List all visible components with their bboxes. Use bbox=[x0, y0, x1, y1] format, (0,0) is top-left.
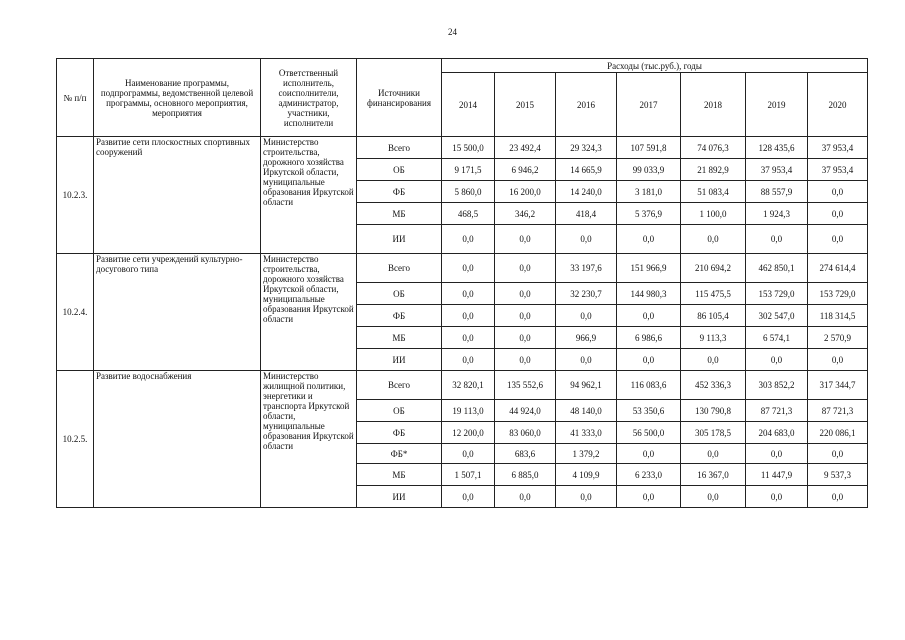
expense-value: 0,0 bbox=[442, 327, 495, 349]
expense-value: 32 820,1 bbox=[442, 371, 495, 400]
responsible-executor: Министерство жилищной политики, энергетики и транспорта Иркутской области, муниципальные образования Иркутской области bbox=[261, 371, 357, 508]
expense-value: 0,0 bbox=[746, 225, 808, 254]
expense-value: 16 200,0 bbox=[495, 181, 556, 203]
expense-value: 41 333,0 bbox=[556, 422, 617, 444]
funding-source: ОБ bbox=[357, 400, 442, 422]
page-number: 24 bbox=[448, 27, 457, 37]
funding-source: ФБ bbox=[357, 305, 442, 327]
expense-value: 0,0 bbox=[746, 486, 808, 508]
expense-value: 19 113,0 bbox=[442, 400, 495, 422]
expense-value: 130 790,8 bbox=[681, 400, 746, 422]
expense-value: 0,0 bbox=[746, 444, 808, 464]
expense-value: 87 721,3 bbox=[808, 400, 868, 422]
header-year: 2016 bbox=[556, 73, 617, 137]
table-row bbox=[57, 137, 868, 159]
expense-value: 0,0 bbox=[681, 349, 746, 371]
expense-value: 346,2 bbox=[495, 203, 556, 225]
expense-value: 0,0 bbox=[556, 305, 617, 327]
expense-value: 118 314,5 bbox=[808, 305, 868, 327]
expense-value: 220 086,1 bbox=[808, 422, 868, 444]
expense-value: 0,0 bbox=[808, 203, 868, 225]
expense-value: 0,0 bbox=[617, 349, 681, 371]
header-expenses: Расходы (тыс.руб.), годы bbox=[442, 59, 868, 73]
expense-value: 48 140,0 bbox=[556, 400, 617, 422]
funding-source: ФБ bbox=[357, 181, 442, 203]
expense-value: 0,0 bbox=[442, 305, 495, 327]
expense-value: 9 171,5 bbox=[442, 159, 495, 181]
expense-value: 1 924,3 bbox=[746, 203, 808, 225]
expense-value: 0,0 bbox=[556, 486, 617, 508]
funding-source: ФБ* bbox=[357, 444, 442, 464]
expense-value: 44 924,0 bbox=[495, 400, 556, 422]
expense-value: 11 447,9 bbox=[746, 464, 808, 486]
program-name: Развитие сети плоскостных спортивных сооружений bbox=[94, 137, 261, 254]
header-year: 2018 bbox=[681, 73, 746, 137]
expense-value: 0,0 bbox=[556, 225, 617, 254]
expense-value: 6 574,1 bbox=[746, 327, 808, 349]
expense-value: 683,6 bbox=[495, 444, 556, 464]
expense-value: 21 892,9 bbox=[681, 159, 746, 181]
expense-value: 15 500,0 bbox=[442, 137, 495, 159]
funding-source: Всего bbox=[357, 254, 442, 283]
funding-source: Всего bbox=[357, 137, 442, 159]
funding-source: Всего bbox=[357, 371, 442, 400]
expense-value: 0,0 bbox=[442, 225, 495, 254]
expense-value: 51 083,4 bbox=[681, 181, 746, 203]
expense-value: 6 885,0 bbox=[495, 464, 556, 486]
responsible-executor: Министерство строительства, дорожного хозяйства Иркутской области, муниципальные образования Иркутской области bbox=[261, 254, 357, 371]
funding-source: МБ bbox=[357, 203, 442, 225]
expense-value: 6 986,6 bbox=[617, 327, 681, 349]
expense-value: 86 105,4 bbox=[681, 305, 746, 327]
expense-value: 3 181,0 bbox=[617, 181, 681, 203]
expense-value: 0,0 bbox=[442, 283, 495, 305]
expense-value: 0,0 bbox=[746, 349, 808, 371]
expense-value: 16 367,0 bbox=[681, 464, 746, 486]
funding-source: ИИ bbox=[357, 349, 442, 371]
table-row bbox=[57, 254, 868, 283]
expense-value: 468,5 bbox=[442, 203, 495, 225]
expense-value: 56 500,0 bbox=[617, 422, 681, 444]
expense-value: 107 591,8 bbox=[617, 137, 681, 159]
responsible-executor: Министерство строительства, дорожного хозяйства Иркутской области, муниципальные образования Иркутской области bbox=[261, 137, 357, 254]
expense-value: 0,0 bbox=[495, 327, 556, 349]
expense-value: 153 729,0 bbox=[808, 283, 868, 305]
expense-value: 128 435,6 bbox=[746, 137, 808, 159]
expense-value: 4 109,9 bbox=[556, 464, 617, 486]
expense-value: 0,0 bbox=[808, 181, 868, 203]
expense-value: 37 953,4 bbox=[808, 159, 868, 181]
expense-value: 0,0 bbox=[681, 225, 746, 254]
expense-value: 462 850,1 bbox=[746, 254, 808, 283]
header-year: 2020 bbox=[808, 73, 868, 137]
expense-value: 0,0 bbox=[442, 349, 495, 371]
header-year: 2019 bbox=[746, 73, 808, 137]
header-year: 2015 bbox=[495, 73, 556, 137]
expense-value: 74 076,3 bbox=[681, 137, 746, 159]
expense-value: 53 350,6 bbox=[617, 400, 681, 422]
expense-value: 88 557,9 bbox=[746, 181, 808, 203]
expense-value: 37 953,4 bbox=[746, 159, 808, 181]
expense-value: 9 537,3 bbox=[808, 464, 868, 486]
header-number: № п/п bbox=[57, 59, 94, 137]
expense-value: 151 966,9 bbox=[617, 254, 681, 283]
expense-value: 0,0 bbox=[681, 444, 746, 464]
row-index: 10.2.4. bbox=[57, 254, 94, 371]
expense-value: 210 694,2 bbox=[681, 254, 746, 283]
expense-value: 0,0 bbox=[495, 486, 556, 508]
header-funding-source: Источники финансирования bbox=[357, 59, 442, 137]
table-row bbox=[57, 371, 868, 400]
expense-value: 0,0 bbox=[495, 349, 556, 371]
expense-value: 302 547,0 bbox=[746, 305, 808, 327]
expense-value: 0,0 bbox=[495, 225, 556, 254]
expense-value: 14 240,0 bbox=[556, 181, 617, 203]
expense-value: 0,0 bbox=[617, 305, 681, 327]
expense-value: 83 060,0 bbox=[495, 422, 556, 444]
expense-value: 452 336,3 bbox=[681, 371, 746, 400]
expense-value: 153 729,0 bbox=[746, 283, 808, 305]
program-name: Развитие водоснабжения bbox=[94, 371, 261, 508]
program-name: Развитие сети учреждений культурно-досугового типа bbox=[94, 254, 261, 371]
expense-value: 966,9 bbox=[556, 327, 617, 349]
expense-value: 94 962,1 bbox=[556, 371, 617, 400]
expense-value: 204 683,0 bbox=[746, 422, 808, 444]
header-program-name: Наименование программы, подпрограммы, ведомственной целевой программы, основного мероприятия, мероприятия bbox=[94, 59, 261, 137]
expense-value: 0,0 bbox=[808, 349, 868, 371]
funding-source: ФБ bbox=[357, 422, 442, 444]
funding-source: ОБ bbox=[357, 159, 442, 181]
expense-value: 0,0 bbox=[617, 444, 681, 464]
expense-value: 317 344,7 bbox=[808, 371, 868, 400]
expense-value: 0,0 bbox=[808, 444, 868, 464]
budget-table bbox=[56, 58, 868, 508]
expense-value: 115 475,5 bbox=[681, 283, 746, 305]
expense-value: 0,0 bbox=[681, 486, 746, 508]
expense-value: 305 178,5 bbox=[681, 422, 746, 444]
funding-source: ИИ bbox=[357, 225, 442, 254]
funding-source: МБ bbox=[357, 327, 442, 349]
funding-source: ИИ bbox=[357, 486, 442, 508]
expense-value: 1 379,2 bbox=[556, 444, 617, 464]
funding-source: ОБ bbox=[357, 283, 442, 305]
expense-value: 303 852,2 bbox=[746, 371, 808, 400]
expense-value: 1 100,0 bbox=[681, 203, 746, 225]
expense-value: 6 233,0 bbox=[617, 464, 681, 486]
expense-value: 37 953,4 bbox=[808, 137, 868, 159]
expense-value: 12 200,0 bbox=[442, 422, 495, 444]
expense-value: 0,0 bbox=[617, 225, 681, 254]
funding-source: МБ bbox=[357, 464, 442, 486]
expense-value: 2 570,9 bbox=[808, 327, 868, 349]
expense-value: 144 980,3 bbox=[617, 283, 681, 305]
expense-value: 33 197,6 bbox=[556, 254, 617, 283]
expense-value: 0,0 bbox=[442, 486, 495, 508]
expense-value: 274 614,4 bbox=[808, 254, 868, 283]
expense-value: 418,4 bbox=[556, 203, 617, 225]
expense-value: 0,0 bbox=[495, 305, 556, 327]
expense-value: 5 860,0 bbox=[442, 181, 495, 203]
expense-value: 32 230,7 bbox=[556, 283, 617, 305]
header-responsible: Ответственный исполнитель, соисполнители, администратор, участники, исполнители bbox=[261, 59, 357, 137]
expense-value: 14 665,9 bbox=[556, 159, 617, 181]
expense-value: 29 324,3 bbox=[556, 137, 617, 159]
expense-value: 116 083,6 bbox=[617, 371, 681, 400]
expense-value: 0,0 bbox=[442, 444, 495, 464]
expense-value: 0,0 bbox=[442, 254, 495, 283]
expense-value: 5 376,9 bbox=[617, 203, 681, 225]
expense-value: 1 507,1 bbox=[442, 464, 495, 486]
expense-value: 0,0 bbox=[495, 283, 556, 305]
expense-value: 23 492,4 bbox=[495, 137, 556, 159]
expense-value: 0,0 bbox=[495, 254, 556, 283]
row-index: 10.2.5. bbox=[57, 371, 94, 508]
row-index: 10.2.3. bbox=[57, 137, 94, 254]
expense-value: 87 721,3 bbox=[746, 400, 808, 422]
expense-value: 0,0 bbox=[808, 225, 868, 254]
expense-value: 135 552,6 bbox=[495, 371, 556, 400]
expense-value: 9 113,3 bbox=[681, 327, 746, 349]
expense-value: 0,0 bbox=[808, 486, 868, 508]
header-year: 2017 bbox=[617, 73, 681, 137]
expense-value: 0,0 bbox=[617, 486, 681, 508]
expense-value: 0,0 bbox=[556, 349, 617, 371]
header-year: 2014 bbox=[442, 73, 495, 137]
expense-value: 6 946,2 bbox=[495, 159, 556, 181]
expense-value: 99 033,9 bbox=[617, 159, 681, 181]
